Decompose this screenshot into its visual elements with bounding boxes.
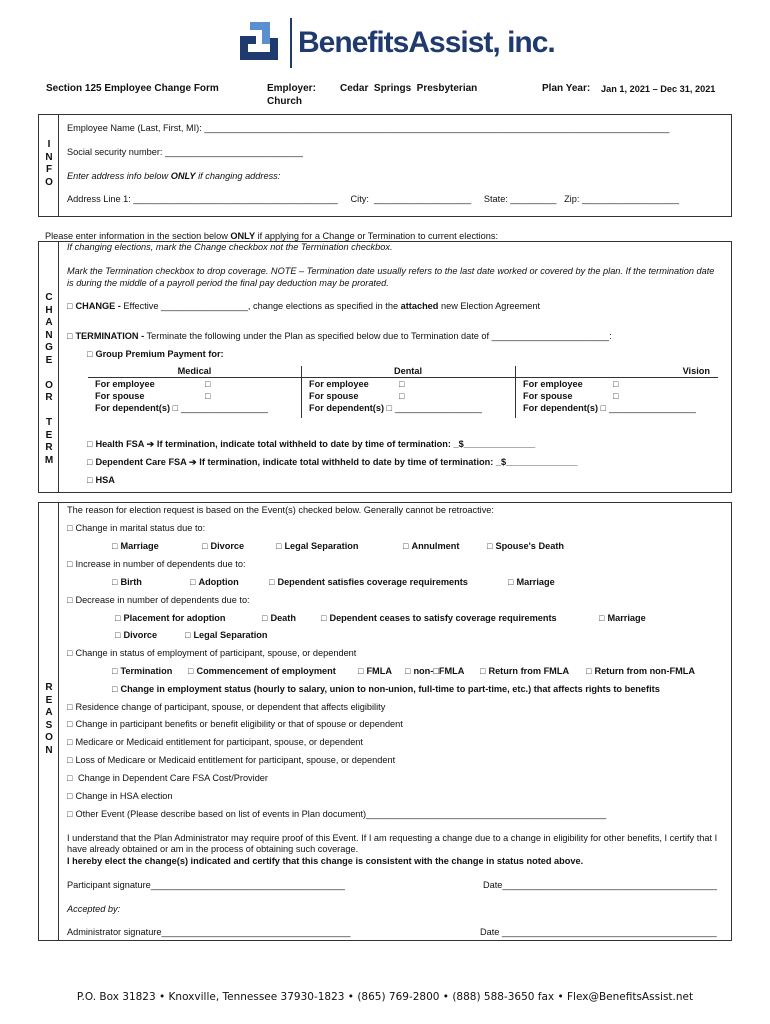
change-checkbox[interactable]: □ (67, 301, 73, 311)
address-note: Enter address info below ONLY if changing address: (67, 171, 281, 181)
dental-spouse[interactable]: For spouse □ (309, 391, 405, 401)
change-intro: Please enter information in the section below ONLY if applying for a Change or Termination to current elections: (45, 231, 498, 241)
group-premium-option[interactable]: □ Group Premium Payment for: (87, 349, 224, 359)
change-note-2: Mark the Termination checkbox to drop coverage. NOTE – Termination date usually refers to the last date worked or covered by the plan. If the termination date is during the middle of a payroll period the final pay deduction may be prorated. (67, 266, 715, 288)
increase-option[interactable]: □ Increase in number of dependents due to: (67, 559, 246, 569)
plan-year-value: Jan 1, 2021 – Dec 31, 2021 (601, 84, 716, 94)
employment-return-fmla[interactable]: □ Return from FMLA (480, 666, 570, 676)
group-premium-checkbox[interactable]: □ (87, 349, 93, 359)
medical-dependents[interactable]: For dependent(s) □ _________________ (95, 403, 268, 413)
marital-annulment[interactable]: □ Annulment (403, 541, 460, 551)
accepted-by-label: Accepted by: (67, 904, 121, 914)
admin-date-field[interactable]: Date __________________________________________ (480, 927, 717, 937)
medical-header: Medical (177, 366, 212, 376)
employment-return-non-fmla[interactable]: □ Return from non-FMLA (586, 666, 695, 676)
coverage-table (88, 366, 718, 418)
admin-signature-field[interactable]: Administrator signature_____________________________________ (67, 927, 351, 937)
logo-mark-icon (240, 22, 284, 66)
company-logo (240, 18, 555, 70)
employment-status-change[interactable]: □ Change in employment status (hourly to salary, union to non-union, full-time to part-time, etc.) that affects rights to benefits (112, 684, 660, 694)
termination-option[interactable]: □ TERMINATION - Terminate the following under the Plan as specified below due to Termination date of _______________________: (67, 331, 612, 341)
decrease-placement[interactable]: □ Placement for adoption (115, 613, 226, 623)
employment-commencement[interactable]: □ Commencement of employment (188, 666, 336, 676)
decrease-legal-separation[interactable]: □ Legal Separation (185, 630, 268, 640)
benefits-option[interactable]: □ Change in participant benefits or benefit eligibility or that of spouse or dependent (67, 719, 403, 729)
employee-name-field[interactable]: Employee Name (Last, First, MI): ___________________________________________________________________________________________ (67, 123, 670, 133)
health-fsa-option[interactable]: □ Health FSA ➔ If termination, indicate total withheld to date by time of termination: _$______________ (87, 439, 536, 449)
employment-option[interactable]: □ Change in status of employment of participant, spouse, or dependent (67, 648, 357, 658)
change-side-label: C H A N G E O R T E R M (44, 292, 54, 466)
termination-checkbox[interactable]: □ (67, 331, 73, 341)
decrease-death[interactable]: □ Death (262, 613, 296, 623)
employer-value: Cedar Springs Presbyterian (340, 83, 478, 94)
info-side-label: I N F O (45, 139, 53, 188)
dental-dependents[interactable]: For dependent(s) □ _________________ (309, 403, 482, 413)
dependent-care-fsa-option[interactable]: □ Dependent Care FSA ➔ If termination, indicate total withheld to date by time of termination: _$______________ (87, 457, 578, 467)
decrease-dependent-ceases[interactable]: □ Dependent ceases to satisfy coverage requirements (321, 613, 557, 623)
vision-spouse[interactable]: For spouse □ (523, 391, 619, 401)
change-option[interactable]: □ CHANGE - Effective _________________, change elections as specified in the attached new Election Agreement (67, 301, 541, 311)
medicare-option[interactable]: □ Medicare or Medicaid entitlement for participant, spouse, or dependent (67, 737, 363, 747)
hsa-option[interactable]: □ HSA (87, 475, 115, 485)
employer-label: Employer: (267, 83, 316, 94)
decrease-marriage[interactable]: □ Marriage (599, 613, 646, 623)
increase-adoption[interactable]: □ Adoption (190, 577, 239, 587)
change-note-1: If changing elections, mark the Change checkbox not the Termination checkbox. (67, 242, 393, 252)
decrease-divorce[interactable]: □ Divorce (115, 630, 158, 640)
decrease-option[interactable]: □ Decrease in number of dependents due to: (67, 595, 250, 605)
loss-medicare-option[interactable]: □ Loss of Medicare or Medicaid entitlement for participant, spouse, or dependent (67, 755, 396, 765)
certify-text: I hereby elect the change(s) indicated and certify that this change is consistent with the change in status noted above. (67, 856, 584, 866)
vision-header: Vision (682, 366, 710, 376)
participant-date-field[interactable]: Date__________________________________________ (483, 880, 718, 890)
marital-divorce[interactable]: □ Divorce (202, 541, 245, 551)
hsa-change-option[interactable]: □ Change in HSA election (67, 791, 173, 801)
dependent-care-option[interactable]: □ Change in Dependent Care FSA Cost/Provider (67, 773, 268, 783)
marital-option[interactable]: □ Change in marital status due to: (67, 523, 206, 533)
address-field[interactable]: Address Line 1: ________________________________________ City: ___________________ State: _________ Zip: ___________________ (67, 194, 680, 204)
plan-year-label: Plan Year: (542, 83, 591, 94)
employment-non-fmla[interactable]: □ non-□FMLA (405, 666, 465, 676)
increase-dependent-satisfies[interactable]: □ Dependent satisfies coverage requirements (269, 577, 468, 587)
employment-fmla[interactable]: □ FMLA (358, 666, 392, 676)
marital-marriage[interactable]: □ Marriage (112, 541, 159, 551)
vision-employee[interactable]: For employee □ (523, 379, 619, 389)
medical-spouse[interactable]: For spouse □ (95, 391, 211, 401)
marital-legal-separation[interactable]: □ Legal Separation (276, 541, 359, 551)
ssn-field[interactable]: Social security number: ___________________________ (67, 147, 303, 157)
form-title: Section 125 Employee Change Form (46, 83, 219, 94)
marital-spouse-death[interactable]: □ Spouse's Death (487, 541, 564, 551)
reason-intro: The reason for election request is based on the Event(s) checked below. Generally cannot be retroactive: (67, 505, 494, 515)
understand-text: I understand that the Plan Administrator may require proof of this Event. If I am requesting a change due to a change in eligibility for other benefits, I certify that I have already obtained or am in the process of obtaining such coverage. (67, 833, 718, 854)
increase-birth[interactable]: □ Birth (112, 577, 142, 587)
other-event-option[interactable]: □ Other Event (Please describe based on list of events in Plan document)_______________________________________________ (67, 809, 607, 819)
footer-address: P.O. Box 31823 • Knoxville, Tennessee 37930-1823 • (865) 769-2800 • (888) 588-3650 fax • Flex@BenefitsAssist.net (76, 991, 694, 1003)
employment-termination[interactable]: □ Termination (112, 666, 173, 676)
medical-employee[interactable]: For employee □ (95, 379, 211, 389)
vision-dependents[interactable]: For dependent(s) □ _________________ (523, 403, 696, 413)
residence-option[interactable]: □ Residence change of participant, spouse, or dependent that affects eligibility (67, 702, 386, 712)
employer-value-2: Church (267, 96, 302, 107)
dental-employee[interactable]: For employee □ (309, 379, 405, 389)
brand-name: BenefitsAssist, inc. (298, 26, 555, 59)
reason-side-label: R E A S O N (45, 682, 53, 756)
increase-marriage[interactable]: □ Marriage (508, 577, 555, 587)
participant-signature-field[interactable]: Participant signature______________________________________ (67, 880, 345, 890)
dental-header: Dental (393, 366, 423, 376)
